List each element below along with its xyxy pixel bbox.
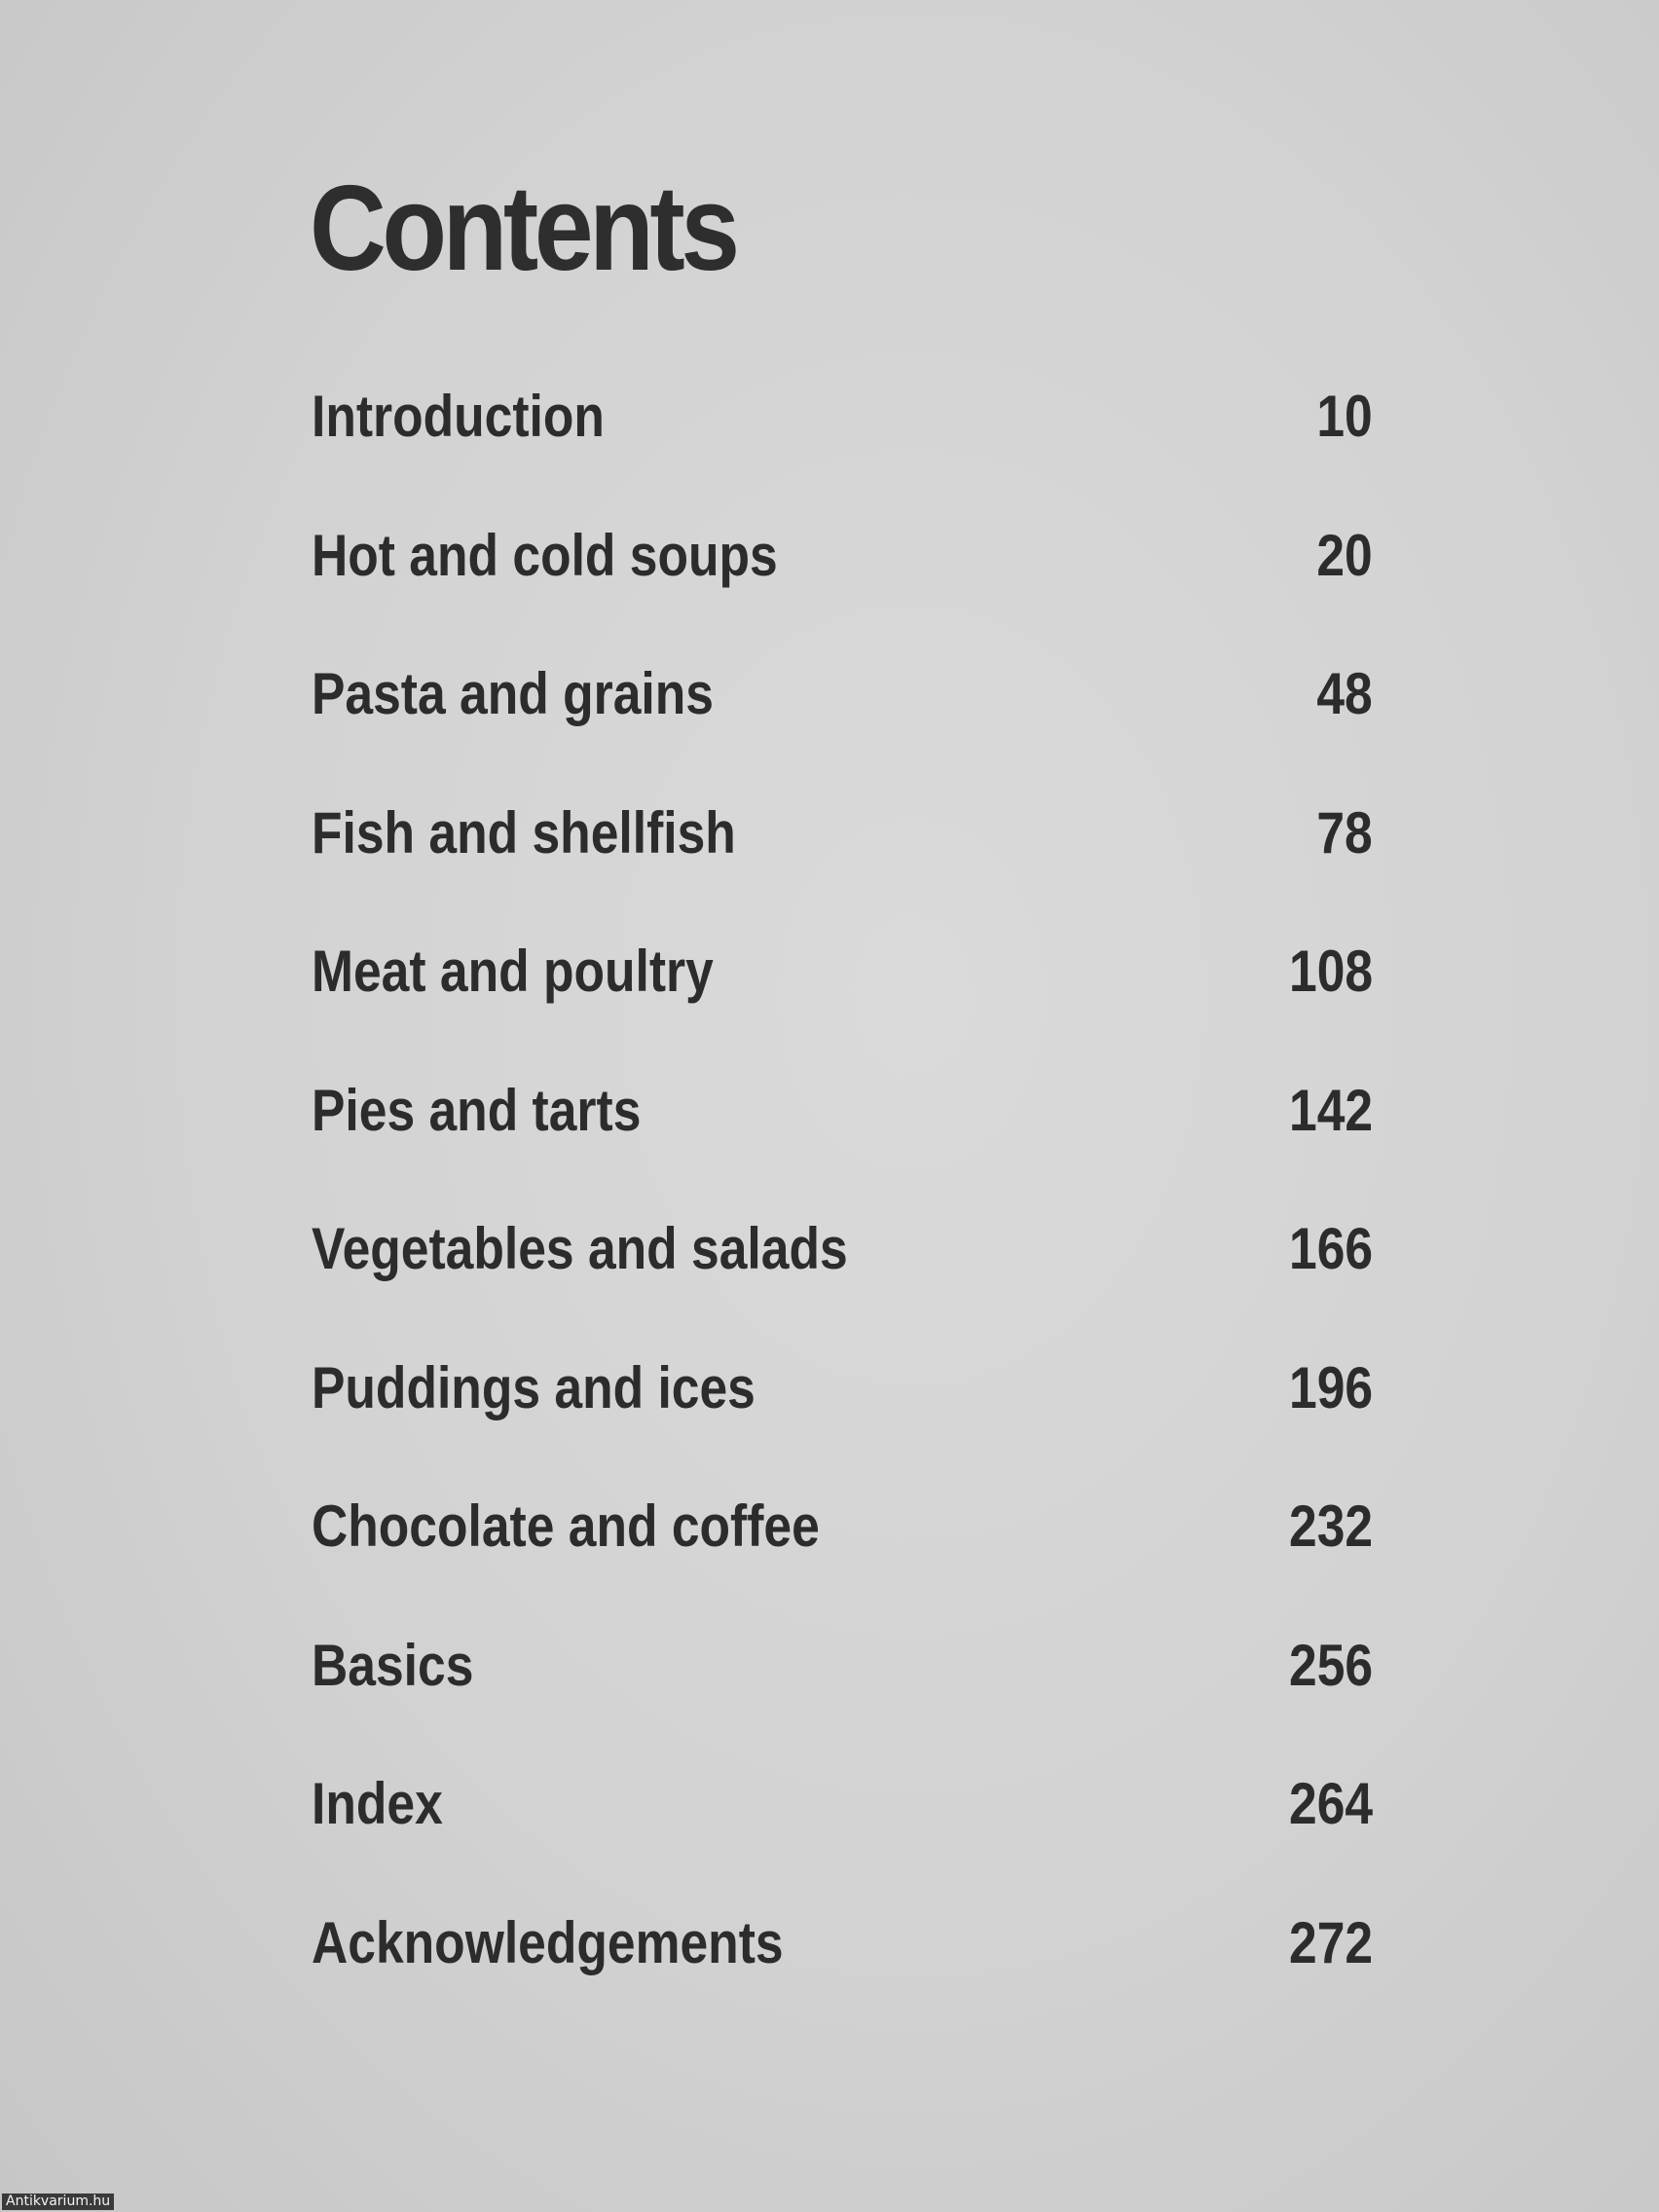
- toc-entry-label: Introduction: [312, 384, 605, 449]
- toc-entry[interactable]: [312, 384, 1373, 527]
- toc-entry-page-number: 166: [1288, 1216, 1373, 1281]
- toc-entry-label: Meat and poultry: [312, 939, 714, 1004]
- toc-entry-page-number: 10: [1316, 384, 1373, 449]
- toc-entry-page-number: 196: [1288, 1354, 1373, 1420]
- watermark: Antikvarium.hu: [2, 2194, 114, 2210]
- toc-entry-label: Pies and tarts: [312, 1077, 642, 1143]
- toc-entry-page-number: 272: [1288, 1909, 1373, 1975]
- toc-entry[interactable]: [312, 939, 1373, 1082]
- toc-entry-page-number: 256: [1288, 1632, 1373, 1698]
- toc-entry[interactable]: [312, 1493, 1373, 1637]
- toc-entry[interactable]: [312, 1354, 1373, 1498]
- toc-entry-label: Puddings and ices: [312, 1354, 756, 1420]
- toc-entry-label: Acknowledgements: [312, 1909, 784, 1975]
- table-of-contents: [312, 384, 1373, 2052]
- toc-entry-label: Basics: [312, 1632, 474, 1698]
- toc-entry-label: Fish and shellfish: [312, 799, 736, 866]
- toc-entry-page-number: 108: [1288, 939, 1373, 1004]
- toc-entry-page-number: 48: [1316, 661, 1373, 726]
- toc-entry-label: Vegetables and salads: [312, 1216, 848, 1281]
- toc-entry[interactable]: [312, 661, 1373, 804]
- toc-entry[interactable]: [312, 1909, 1373, 2053]
- toc-entry[interactable]: [312, 1632, 1373, 1776]
- toc-entry[interactable]: [312, 1771, 1373, 1914]
- toc-entry-page-number: 142: [1288, 1077, 1373, 1143]
- toc-entry-page-number: 264: [1288, 1771, 1373, 1836]
- toc-entry-label: Chocolate and coffee: [312, 1493, 820, 1559]
- toc-entry-page-number: 78: [1316, 799, 1373, 866]
- toc-entry-page-number: 232: [1288, 1493, 1373, 1559]
- toc-entry-label: Pasta and grains: [312, 661, 714, 726]
- toc-entry-page-number: 20: [1316, 522, 1373, 588]
- page-title: Contents: [310, 162, 736, 297]
- toc-entry[interactable]: [312, 522, 1373, 666]
- toc-entry[interactable]: [312, 1077, 1373, 1221]
- toc-entry[interactable]: [312, 799, 1373, 943]
- toc-entry[interactable]: [312, 1216, 1373, 1359]
- toc-entry-label: Index: [312, 1771, 443, 1836]
- toc-entry-label: Hot and cold soups: [312, 522, 778, 588]
